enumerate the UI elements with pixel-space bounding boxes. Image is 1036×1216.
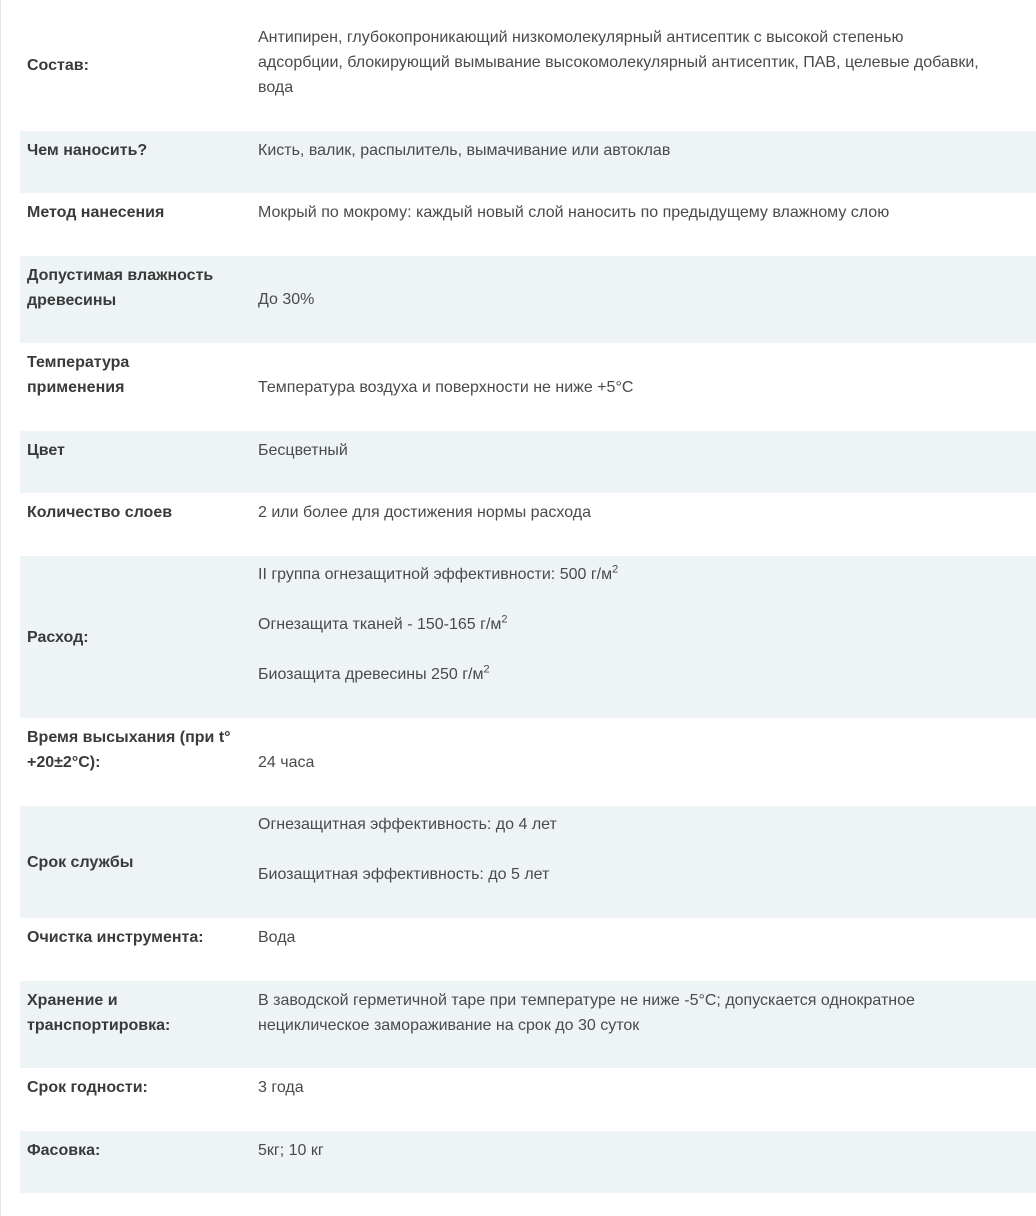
spec-value	[252, 556, 1036, 718]
spec-value: Мокрый по мокрому: каждый новый слой наносить по предыдущему влажному слою	[258, 204, 890, 221]
superscript: 2	[483, 663, 490, 676]
spec-label	[20, 343, 252, 431]
spec-label-line: Хранение и	[27, 992, 118, 1009]
spec-row-layers	[20, 493, 1036, 556]
spec-label: Цвет	[27, 442, 65, 459]
spec-label: Метод нанесения	[27, 204, 165, 221]
spec-table	[20, 0, 1036, 1193]
spec-row-drying-time	[20, 718, 1036, 806]
spec-value: 24 часа	[258, 753, 315, 771]
spec-row-storage	[20, 981, 1036, 1068]
spec-label: Срок службы	[27, 853, 134, 871]
spec-label: Срок годности:	[27, 1079, 148, 1096]
spec-label	[20, 718, 252, 806]
spec-value: 5кг; 10 кг	[258, 1142, 324, 1159]
spec-label-line: +20±2°С):	[27, 754, 101, 771]
superscript: 2	[612, 563, 619, 576]
spec-value-line: адсорбции, блокирующий вымывание высокомолекулярный антисептик, ПАВ, целевые добавки,	[258, 54, 979, 71]
spec-value	[252, 981, 1036, 1068]
spec-value: Вода	[258, 929, 296, 946]
spec-value: Бесцветный	[258, 442, 348, 459]
spec-value: Кисть, валик, распылитель, вымачивание или автоклав	[258, 142, 671, 159]
spec-row-application-tool	[20, 131, 1036, 193]
spec-row-consumption	[20, 556, 1036, 718]
spec-row-service-life	[20, 806, 1036, 918]
consumption-bio: Биозащита древесины 250 г/м	[258, 666, 484, 683]
spec-value-line	[258, 562, 1032, 587]
spec-row-application-method	[20, 193, 1036, 256]
spec-label: Фасовка:	[27, 1142, 101, 1159]
spec-value-line: вода	[258, 79, 294, 96]
spec-label: Количество слоев	[27, 504, 173, 521]
consumption-fire-group: II группа огнезащитной эффективности: 500 г/м	[258, 566, 613, 583]
spec-value-line	[258, 662, 1032, 687]
spec-label	[20, 256, 252, 343]
spec-value-line: В заводской герметичной таре при температуре не ниже -5°С; допускается однократное	[258, 992, 915, 1009]
spec-value-line: Антипирен, глубокопроникающий низкомолекулярный антисептик с высокой степенью	[258, 29, 904, 46]
spec-label-line: Время высыхания (при t°	[27, 729, 231, 746]
spec-value	[252, 0, 1036, 131]
spec-label-line: Температура	[27, 354, 130, 371]
spec-row-composition	[20, 0, 1036, 131]
spec-label-line: древесины	[27, 292, 117, 309]
spec-label-line: применения	[27, 379, 125, 396]
spec-value-line: нециклическое замораживание на срок до 30 суток	[258, 1017, 640, 1034]
spec-row-tool-cleaning	[20, 918, 1036, 981]
spec-row-moisture	[20, 256, 1036, 343]
spec-label: Чем наносить?	[27, 142, 148, 159]
spec-row-packaging	[20, 1131, 1036, 1193]
spec-value-line: Огнезащитная эффективность: до 4 лет	[258, 816, 557, 833]
spec-label: Расход:	[27, 628, 89, 646]
spec-label: Очистка инструмента:	[27, 929, 204, 946]
spec-row-color	[20, 431, 1036, 493]
spec-label	[20, 981, 252, 1068]
spec-value	[252, 806, 1036, 918]
spec-row-temperature	[20, 343, 1036, 431]
page-left-border	[0, 0, 1, 1216]
consumption-fabrics: Огнезащита тканей - 150-165 г/м	[258, 616, 502, 633]
spec-row-shelf-life	[20, 1068, 1036, 1131]
superscript: 2	[501, 613, 508, 626]
spec-label-line: транспортировка:	[27, 1017, 171, 1034]
spec-label-line: Допустимая влажность	[27, 267, 214, 284]
spec-value-line	[258, 612, 1032, 637]
spec-label: Состав:	[27, 57, 89, 74]
spec-value: 2 или более для достижения нормы расхода	[258, 504, 592, 521]
spec-value: 3 года	[258, 1079, 304, 1096]
spec-value: Температура воздуха и поверхности не ниже +5°С	[258, 378, 634, 396]
spec-value: До 30%	[258, 291, 315, 308]
spec-value-line: Биозащитная эффективность: до 5 лет	[258, 866, 550, 883]
